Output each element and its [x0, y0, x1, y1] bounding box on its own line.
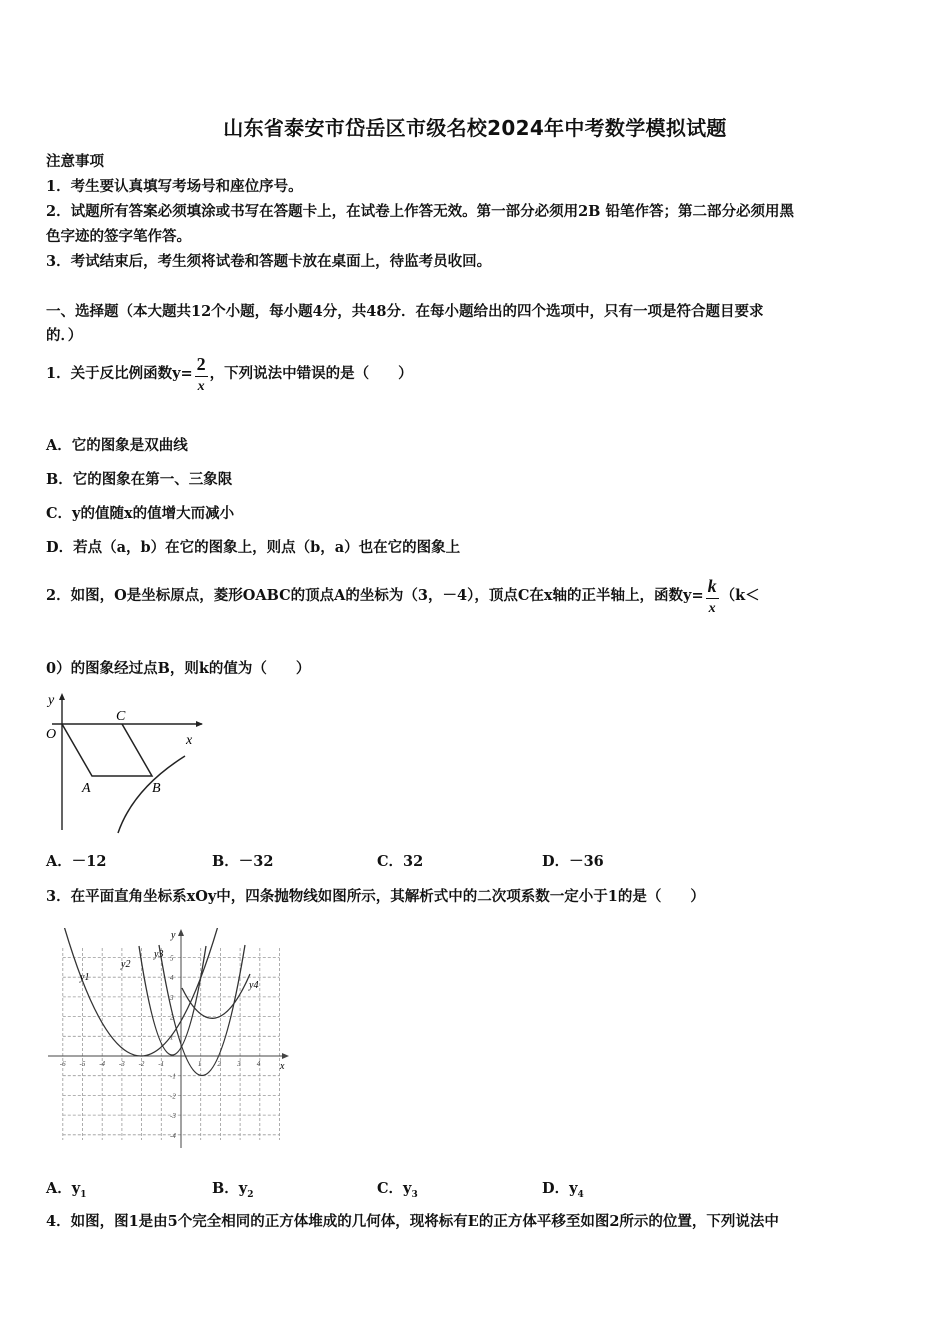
- x-tick-label: 4: [256, 1060, 261, 1068]
- page-title: 山东省泰安市岱岳区市级名校2024年中考数学模拟试题: [223, 116, 727, 140]
- curve-label-y4: y4: [249, 980, 259, 991]
- curve-label-y1: y1: [80, 972, 90, 983]
- section-heading: 一、选择题（本大题共12个小题，每小题4分，共48分．在每小题给出的四个选项中，只有一项是符合题目要求: [46, 303, 764, 320]
- y-tick-label: 2: [170, 1013, 174, 1022]
- question-2-stem: 2．如图，O是坐标原点，菱形OABC的顶点A的坐标为（3，－4），顶点C在x轴的正半轴上，函数y= $\frac{k}{x}$ （k＜: [46, 575, 760, 616]
- x-tick-label: 3: [237, 1060, 241, 1068]
- y-tick-label: -2: [170, 1092, 176, 1101]
- point-o-label: O: [46, 727, 57, 742]
- question-3-option-b: B．$y_2$: [212, 1180, 254, 1200]
- notes-item-2: 2．试题所有答案必须填涂或书写在答题卡上，在试卷上作答无效。第一部分必须用2B 铅笔作答；第二部分必须用黑: [46, 203, 794, 220]
- x-tick-label: -2: [138, 1060, 145, 1068]
- question-1-option-d: D．若点（a，b）在它的图象上，则点（b，a）也在它的图象上: [46, 539, 461, 556]
- question-1-stem: 1．关于反比例函数y= $\frac{2}{x}$ ，下列说法中错误的是（ ）: [46, 353, 413, 394]
- question-1-option-b: B．它的图象在第一、三象限: [46, 471, 233, 488]
- point-c-label: C: [116, 709, 126, 724]
- x-tick-label: -5: [79, 1060, 86, 1068]
- question-1-option-a: A．它的图象是双曲线: [46, 437, 188, 454]
- notes-item-3: 3．考试结束后，考生须将试卷和答题卡放在桌面上，待监考员收回。: [46, 253, 492, 270]
- question-1-option-c: C．y的值随x的值增大而减小: [46, 505, 235, 522]
- point-b-label: B: [152, 781, 161, 796]
- x-tick-label: -1: [158, 1060, 165, 1068]
- curve-label-y3: y3: [154, 949, 164, 960]
- rhombus-oabc: [62, 724, 152, 776]
- question-4-stem: 4．如图，图1是由5个完全相同的正方体堆成的几何体，现将标有E的正方体平移至如图2所示的位置，下列说法中: [46, 1213, 779, 1230]
- x-tick-label: -4: [99, 1060, 106, 1068]
- x-axis-arrow: [196, 721, 203, 727]
- notes-heading: 注意事项: [46, 153, 104, 170]
- fraction: $\frac{k}{x}$: [707, 575, 717, 616]
- notes-item-1: 1．考生要认真填写考场号和座位序号。: [46, 178, 303, 195]
- question-2-option-a: A．－12: [46, 853, 107, 870]
- y-tick-label: 3: [170, 993, 174, 1002]
- point-a-label: A: [82, 781, 91, 796]
- question-3-stem: 3．在平面直角坐标系xOy中，四条抛物线如图所示，其解析式中的二次项系数一定小于1的是（ ）: [46, 888, 705, 905]
- question-2-stem-cont: 0）的图象经过点B，则k的值为（ ）: [46, 660, 311, 677]
- y-tick-label: -1: [170, 1072, 176, 1081]
- question-2-option-d: D．－36: [542, 853, 604, 870]
- y-tick-label: -3: [170, 1112, 176, 1121]
- question-3-option-d: D．$y_4$: [542, 1180, 584, 1200]
- y-axis-label: y: [171, 930, 176, 941]
- x-tick-label: 1: [197, 1060, 202, 1068]
- y-tick-label: 5: [170, 954, 174, 963]
- x-axis-label: x: [280, 1061, 285, 1072]
- fraction: $\frac{2}{x}$: [196, 353, 206, 394]
- x-axis-label: x: [186, 733, 193, 748]
- parabola-y1: [64, 928, 218, 1056]
- x-axis-arrow: [282, 1053, 289, 1059]
- y-tick-label: 4: [170, 974, 174, 983]
- x-tick-label: 2: [217, 1060, 221, 1068]
- section-heading-cont: 的．）: [46, 327, 83, 344]
- question-2-option-c: C．32: [377, 853, 424, 870]
- x-tick-label: -3: [118, 1060, 125, 1068]
- y-axis-arrow: [178, 929, 184, 936]
- y-axis-label: y: [48, 693, 55, 708]
- rhombus-figure: [40, 688, 210, 838]
- y-tick-label: -4: [170, 1131, 176, 1140]
- y-tick-label: 1: [170, 1033, 174, 1042]
- notes-item-2-cont: 色字迹的签字笔作答。: [46, 228, 191, 245]
- question-3-option-c: C．$y_3$: [377, 1180, 418, 1200]
- question-3-option-a: A．$y_1$: [46, 1180, 87, 1200]
- question-2-option-b: B．－32: [212, 853, 274, 870]
- parabola-figure: [44, 928, 294, 1153]
- curve-label-y2: y2: [121, 959, 131, 970]
- y-axis-arrow: [59, 693, 65, 700]
- x-tick-label: -6: [59, 1060, 66, 1068]
